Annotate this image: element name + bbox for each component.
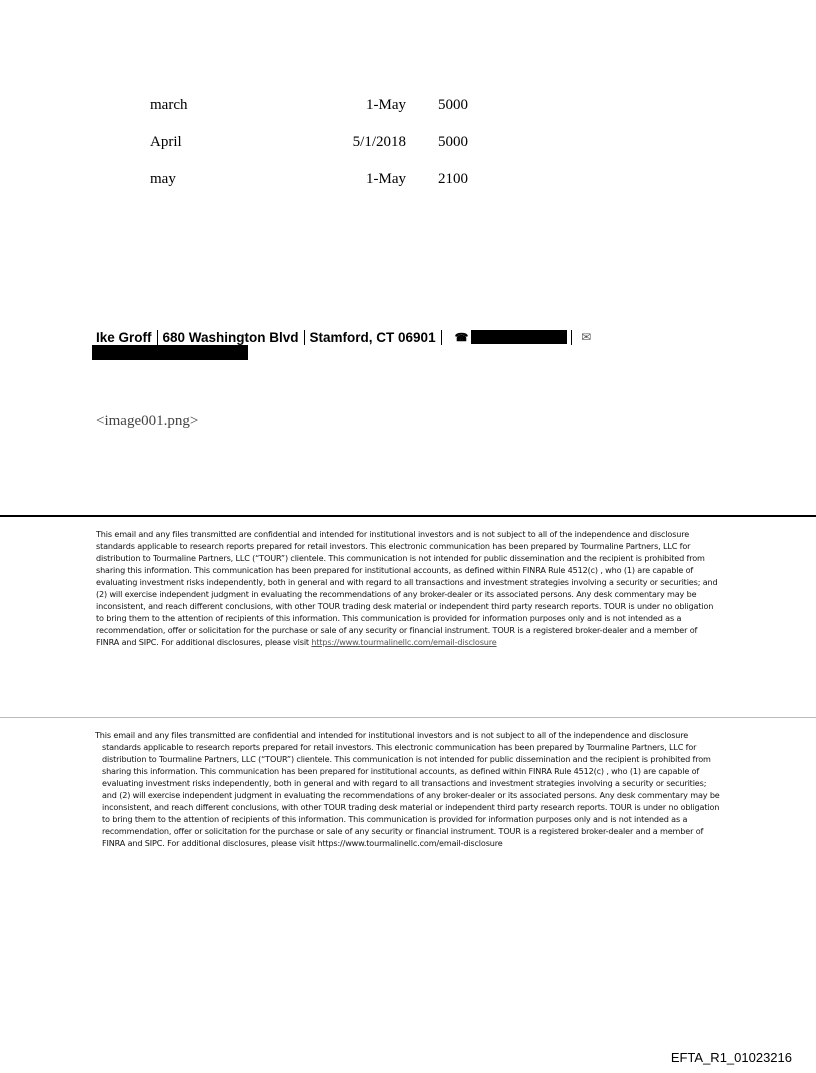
divider	[571, 330, 572, 345]
signature-name: Ike Groff	[96, 329, 152, 345]
document-id: EFTA_R1_01023216	[670, 1050, 792, 1065]
amount-cell: 5000	[438, 97, 468, 113]
date-cell: 5/1/2018	[352, 134, 406, 150]
table-row	[0, 171, 816, 191]
date-cell: 1-May	[366, 97, 406, 113]
divider	[304, 330, 305, 345]
divider	[157, 330, 158, 345]
table-row	[0, 134, 816, 154]
amount-cell: 2100	[438, 171, 468, 187]
month-cell: April	[150, 134, 182, 150]
divider	[441, 330, 442, 345]
divider	[0, 515, 816, 517]
email-signature	[96, 327, 591, 347]
divider	[0, 717, 816, 718]
signature-city: Stamford, CT 06901	[309, 329, 436, 345]
date-cell: 1-May	[366, 171, 406, 187]
mail-icon: ✉	[581, 330, 592, 344]
disclaimer	[96, 528, 722, 648]
month-cell: may	[150, 171, 176, 187]
phone-icon: ☎	[454, 331, 469, 344]
amount-cell: 5000	[438, 134, 468, 150]
month-cell: march	[150, 97, 188, 113]
disclosure-link[interactable]: https://www.tourmalinellc.com/email-disclosure	[311, 637, 497, 647]
redaction-block	[471, 330, 567, 344]
disclaimer: This email and any files transmitted are confidential and intended for institutional investors and is not subject to all of the independence and disclosure standards applicable to research reports prepared for retail investors. This electronic communication has been prepared by Tourmaline Partners, LLC for distribution to Tourmaline Partners, LLC (“TOUR”) clientele. This communication is not intended for public dissemination and the recipient is prohibited from sharing this information. This communication has been prepared for institutional accounts, as defined within FINRA Rule 4512(c) , who (1) are capable of evaluating investment risks independently, both in general and with regard to all transactions and investment strategies involving a security or securities; and (2) will exercise independent judgment in evaluating the recommendations of any broker-dealer or its associated persons. Any desk commentary may be inconsistent, and reach different conclusions, with other TOUR trading desk material or independent third party research reports. TOUR is under no obligation to bring them to the attention of recipients of this information. This communication is provided for information purposes only and is not intended as a recommendation, offer or solicitation for the purchase or sale of any security or financial instrument. TOUR is a registered broker-dealer and a member of FINRA and SIPC. For additional disclosures, please visit https://www.tourmalinellc.com/email-disclosure	[95, 730, 720, 848]
table-row	[0, 97, 816, 117]
image-placeholder: <image001.png>	[96, 413, 199, 429]
signature-address: 680 Washington Blvd	[162, 329, 299, 345]
disclaimer-text: This email and any files transmitted are confidential and intended for institutional investors and is not subject to all of the independence and disclosure standards applicable to research reports prepared for retail investors. This electronic communication has been prepared by Tourmaline Partners, LLC for distribution to Tourmaline Partners, LLC (“TOUR”) clientele. This communication is not intended for public dissemination and the recipient is prohibited from sharing this information. This communication has been prepared for institutional accounts, as defined within FINRA Rule 4512(c) , who (1) are capable of evaluating investment risks independently, both in general and with regard to all transactions and investment strategies involving a security or securities; and (2) will exercise independent judgment in evaluating the recommendations of any broker-dealer or its associated persons. Any desk commentary may be inconsistent, and reach different conclusions, with other TOUR trading desk material or independent third party research reports. TOUR is under no obligation to bring them to the attention of recipients of this information. This communication is provided for information purposes only and is not intended as a recommendation, offer or solicitation for the purchase or sale of any security or financial instrument. TOUR is a registered broker-dealer and a member of FINRA and SIPC. For additional disclosures, please visit	[96, 529, 718, 647]
redaction-block	[92, 345, 248, 360]
